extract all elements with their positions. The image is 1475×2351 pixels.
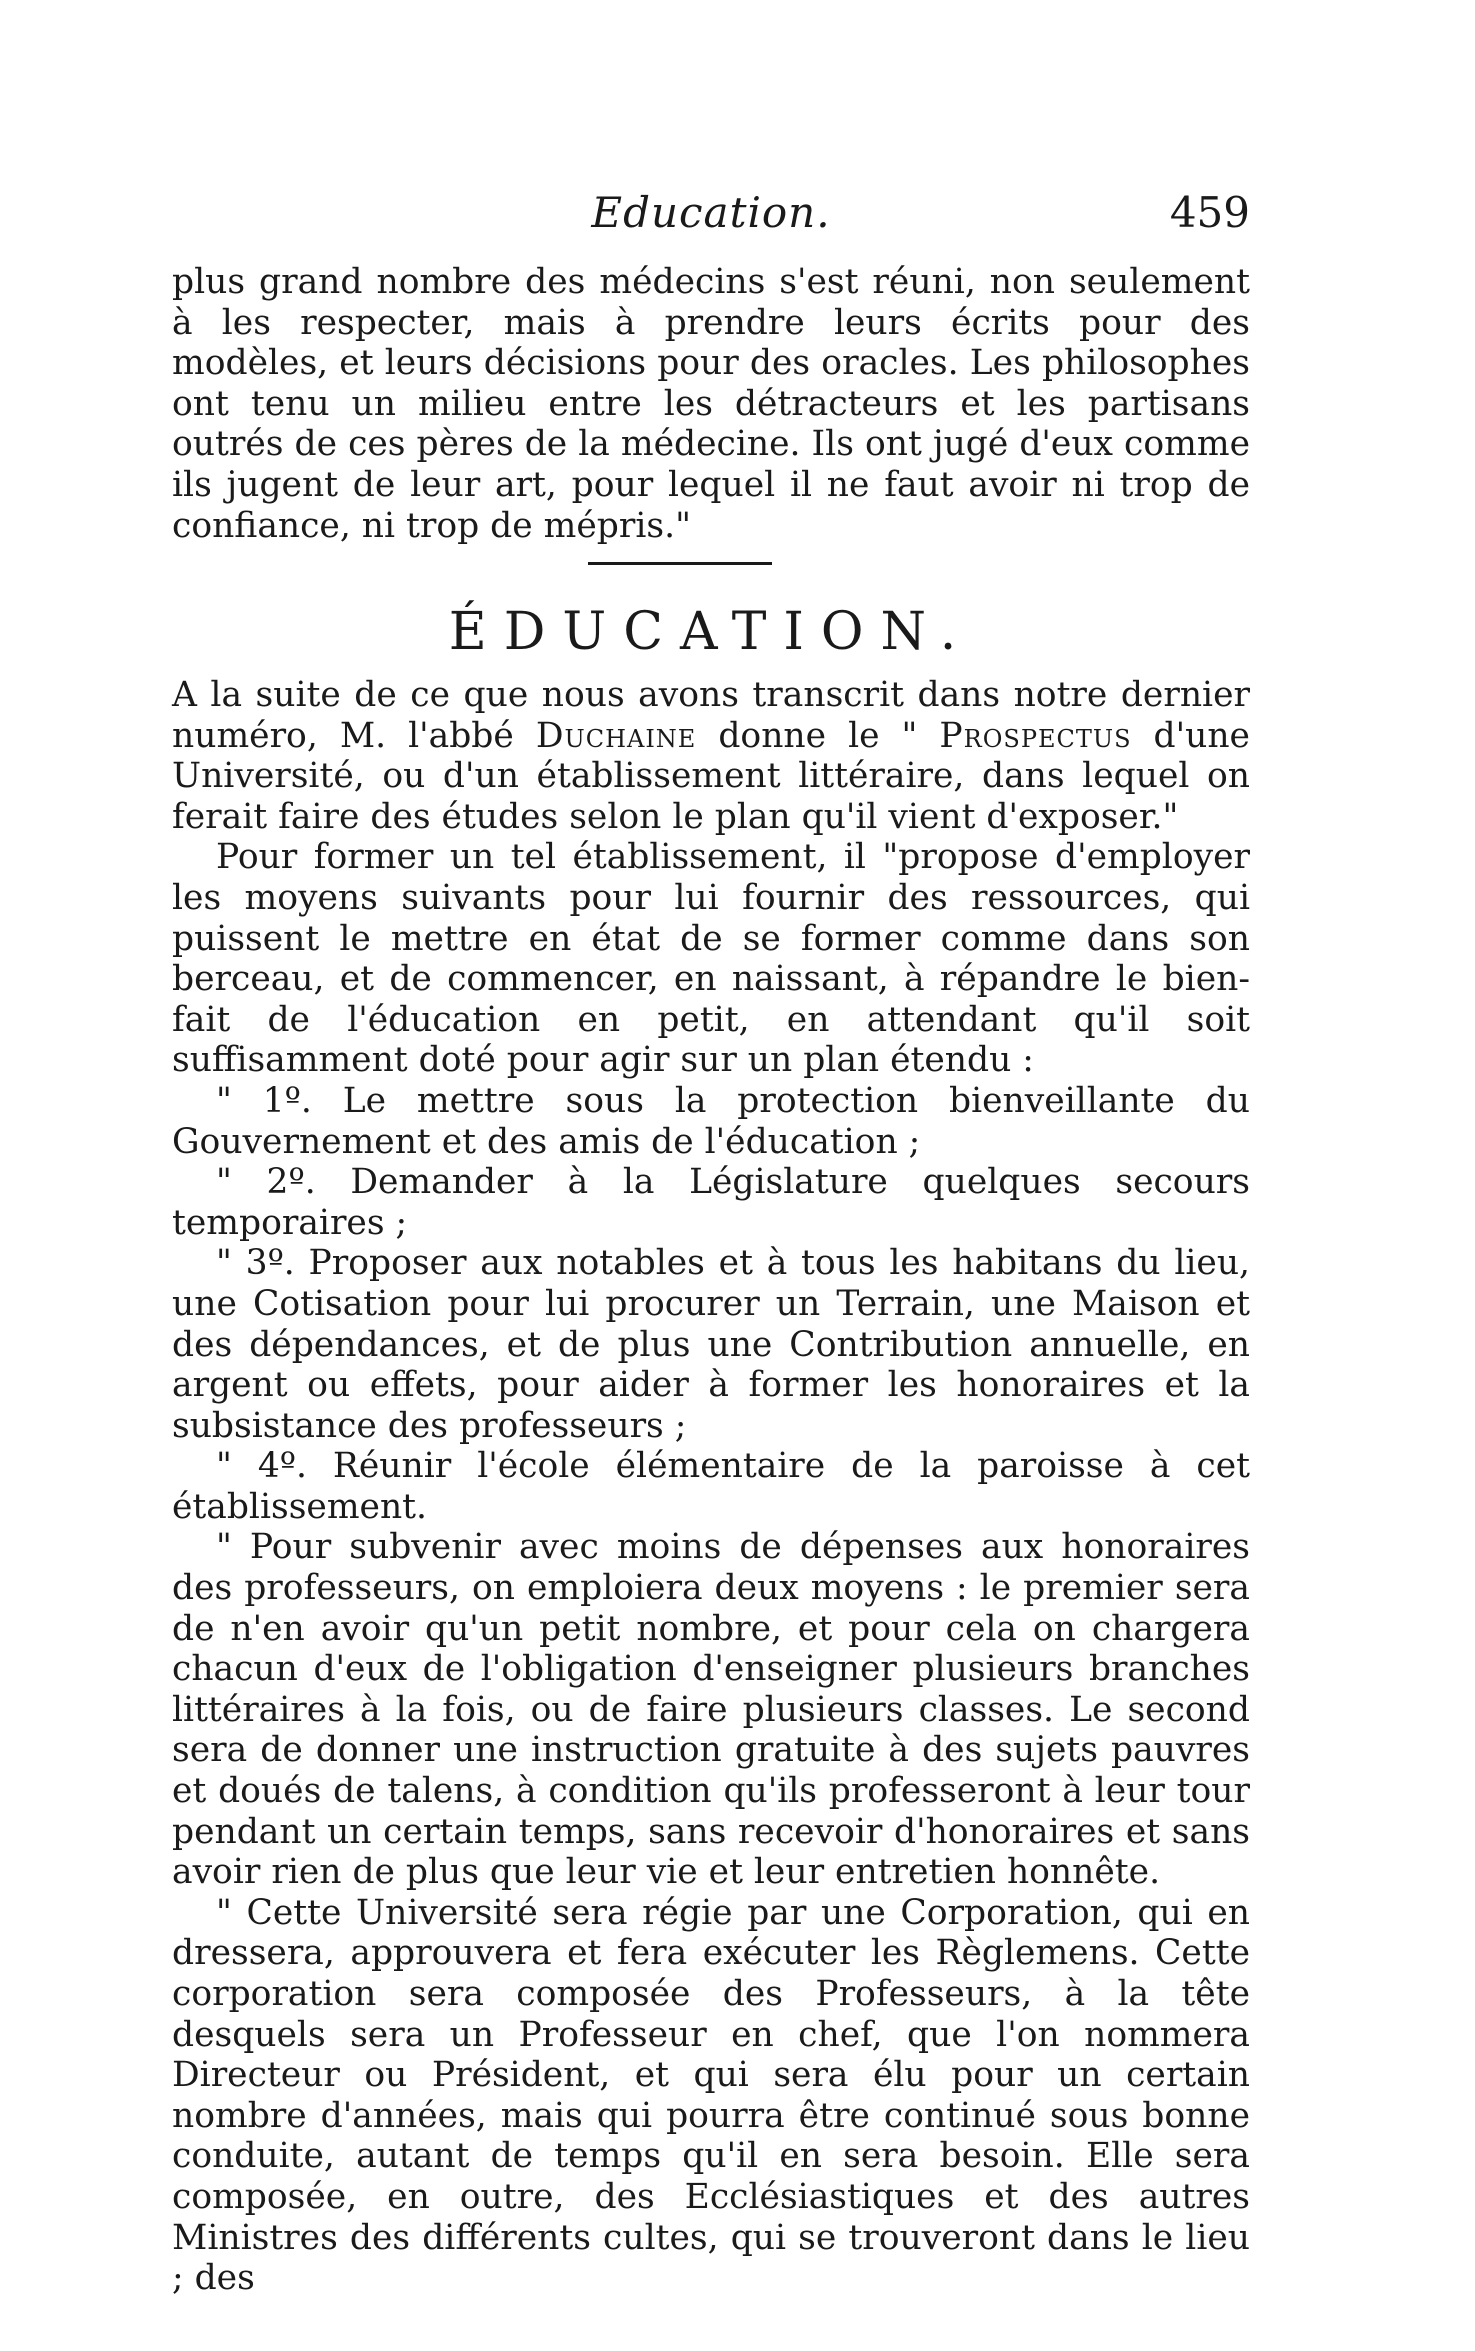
paragraph-corporation: " Cette Université sera régie par une Corporation, qui en dressera, approuvera et fera exécuter les Règlemens. Cette corporation sera composée des Professeurs, à la tête desquels sera un Professeur en chef, que l'on nommera Directeur ou Président, et qui sera élu pour un certain nombre d'années, mais qui pourra être continué sous bonne conduite, autant de temps qu'il en sera besoin. Elle sera composée, en outre, des Ecclésiastiques et des autres Ministres des différents cultes, qui se trouveront dans le lieu ; des bbox=[172, 1892, 1250, 2299]
intro-paragraph bbox=[172, 675, 1250, 837]
intro-text-start: A la suite de ce que nous avons transcrit dans notre dernier numéro, M. l'abbé bbox=[172, 675, 1250, 756]
continuation-text: plus grand nombre des médecins s'est réuni, non seulement à les respecter, mais à prendre leurs écrits pour des modèles, et leurs décisions pour des oracles. Les philosophes ont tenu un milieu entre les détracteurs et les partisans outrés de ces pères de la médecine. Ils ont jugé d'eux comme ils jugent de leur art, pour lequel il ne faut avoir ni trop de confiance, ni trop de mépris." bbox=[172, 262, 1250, 546]
section-body bbox=[172, 675, 1250, 2299]
continuation-paragraph bbox=[172, 262, 1250, 546]
section-divider-rule bbox=[588, 562, 772, 565]
list-item-1: " 1º. Le mettre sous la protection bienveillante du Gouvernement et des amis de l'éducation ; bbox=[172, 1080, 1250, 1162]
intro-text-middle: donne le " bbox=[696, 715, 940, 756]
list-item-3: " 3º. Proposer aux notables et à tous les habitans du lieu, une Cotisation pour lui procurer un Terrain, une Maison et des dépendances, et de plus une Contribution annuelle, en argent ou effets, pour aider à former les honoraires et la subsistance des professeurs ; bbox=[172, 1243, 1250, 1446]
paragraph-honoraires: " Pour subvenir avec moins de dépenses aux honoraires des professeurs, on emploiera deux moyens : le premier sera de n'en avoir qu'un petit nombre, et pour cela on chargera chacun d'eux de l'obligation d'enseigner plusieurs branches littéraires à la fois, ou de faire plusieurs classes. Le second sera de donner une instruction gratuite à des sujets pauvres et doués de talens, à condition qu'ils professeront à leur tour pendant un certain temps, sans recevoir d'honoraires et sans avoir rien de plus que leur vie et leur entretien honnête. bbox=[172, 1527, 1250, 1893]
paragraph-establishment: Pour former un tel établissement, il "propose d'employer les moyens suivants pour lui fournir des ressources, qui puissent le mettre en état de se former comme dans son berceau, et de commencer, en naissant, à répandre le bien-fait de l'éducation en petit, en attendant qu'il soit suffisamment doté pour agir sur un plan étendu : bbox=[172, 837, 1250, 1081]
prospectus-title: Prospectus bbox=[939, 715, 1132, 756]
page-number: 459 bbox=[1169, 188, 1250, 237]
list-item-4: " 4º. Réunir l'école élémentaire de la paroisse à cet établissement. bbox=[172, 1446, 1250, 1527]
section-heading: ÉDUCATION. bbox=[448, 602, 974, 662]
author-name: Duchaine bbox=[535, 715, 697, 756]
list-item-2: " 2º. Demander à la Législature quelques secours temporaires ; bbox=[172, 1162, 1250, 1243]
running-title: Education. bbox=[591, 188, 831, 237]
running-head bbox=[172, 188, 1250, 258]
intro-text-end: d'une Université, ou d'un établissement littéraire, dans lequel on ferait faire des études selon le plan qu'il vient d'exposer." bbox=[172, 715, 1250, 837]
